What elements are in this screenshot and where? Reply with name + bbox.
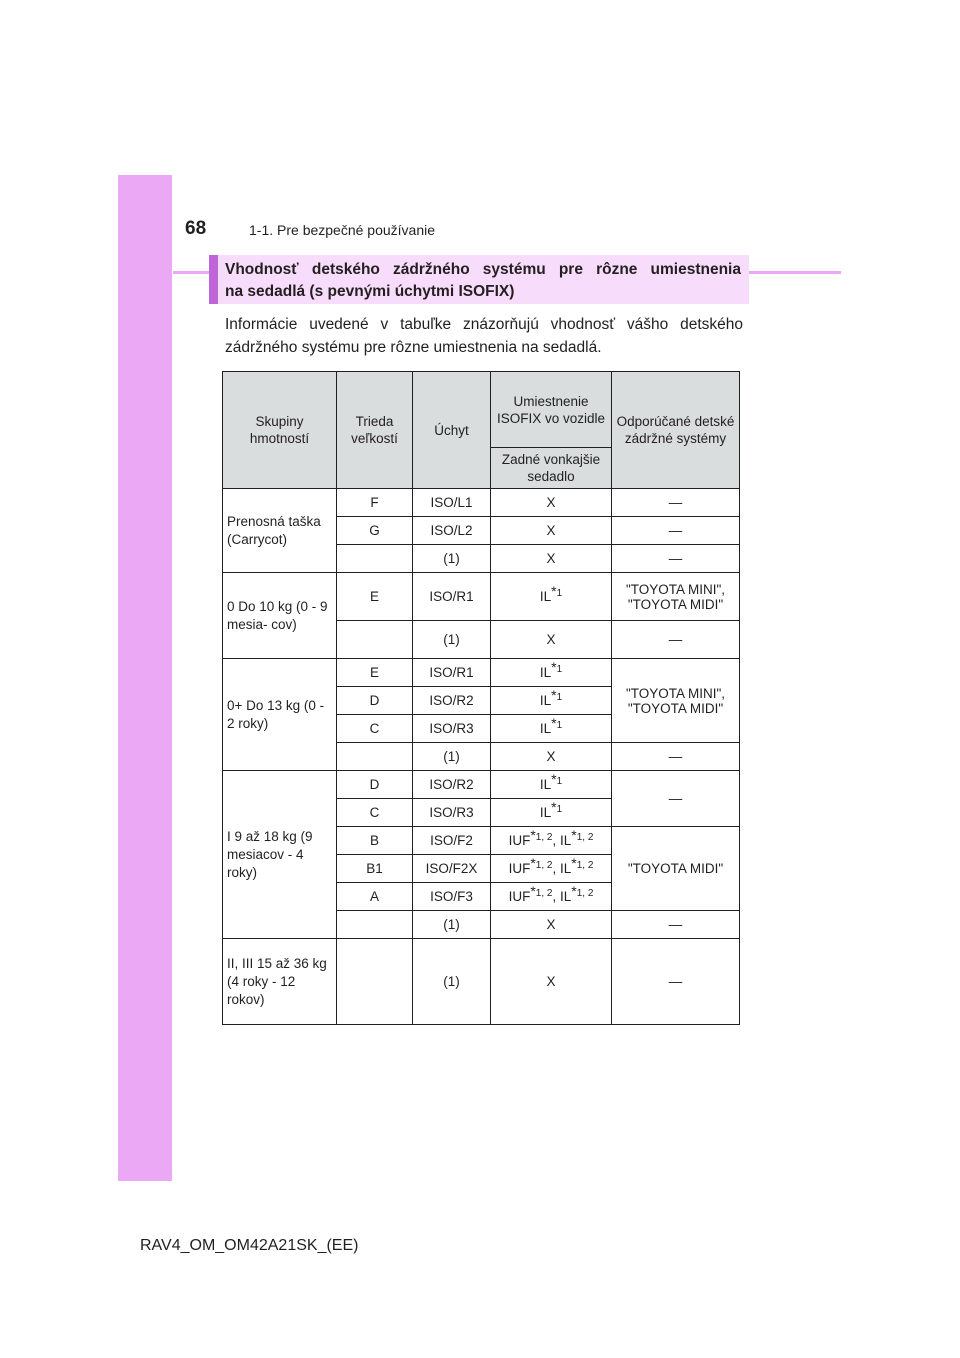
star-mark: * [551, 658, 557, 675]
il-label: IL [539, 665, 552, 680]
footnote-mark [551, 798, 563, 815]
recommended-line: "TOYOTA MIDI" [627, 596, 724, 612]
suitability-cell: X [491, 489, 612, 517]
recommended-cell: — [612, 939, 740, 1025]
size-class-cell: A [337, 883, 413, 911]
fixture-cell: ISO/R2 [413, 687, 491, 715]
footnote-number: 1 [556, 719, 563, 731]
size-class-cell [337, 939, 413, 1025]
recommended-cell [612, 573, 740, 621]
suitability-cell [491, 573, 612, 621]
suitability-cell [491, 715, 612, 743]
footnote-number: 1, 2 [576, 831, 594, 843]
star-mark: * [530, 854, 536, 871]
size-class-cell [337, 621, 413, 659]
size-class-cell: B [337, 827, 413, 855]
star-mark: * [530, 882, 536, 899]
footnote-mark [571, 882, 594, 899]
footnote-number: 1, 2 [576, 859, 594, 871]
suitability-cell [491, 883, 612, 911]
fixture-cell: ISO/R2 [413, 771, 491, 799]
recommended-cell: — [612, 489, 740, 517]
header-recommended: Odporúčané detské zádržné systémy [612, 372, 740, 489]
header-rear-outboard-seat: Zadné vonkajšie sedadlo [491, 448, 612, 489]
isofix-table-wrap [222, 371, 739, 1025]
header-isofix-position: Umiestnenie ISOFIX vo vozidle [491, 372, 612, 448]
footnote-number: 1 [556, 803, 563, 815]
fixture-cell: (1) [413, 545, 491, 573]
group-cell: I 9 až 18 kg (9 mesiacov - 4 roky) [223, 771, 337, 939]
size-class-cell: D [337, 771, 413, 799]
recommended-cell: — [612, 545, 740, 573]
fixture-cell: ISO/R1 [413, 573, 491, 621]
footnote-number: 1 [556, 775, 563, 787]
size-class-cell [337, 743, 413, 771]
star-mark: * [551, 770, 557, 787]
recommended-line: "TOYOTA MINI", [625, 685, 726, 701]
size-class-cell: E [337, 573, 413, 621]
star-mark: * [571, 826, 577, 843]
footnote-mark [551, 658, 563, 675]
recommended-cell [612, 659, 740, 743]
separator: , [552, 833, 560, 848]
footnote-number: 1, 2 [535, 859, 553, 871]
page-number: 68 [185, 218, 207, 239]
fixture-cell: ISO/R3 [413, 715, 491, 743]
star-mark: * [530, 826, 536, 843]
star-mark: * [571, 854, 577, 871]
il-label: IL [539, 589, 552, 604]
star-mark: * [571, 882, 577, 899]
star-mark: * [551, 798, 557, 815]
suitability-cell: X [491, 621, 612, 659]
fixture-cell: (1) [413, 621, 491, 659]
intro-line: Informácie uvedené v tabuľke znázorňujú vhodnosť vášho detského [225, 316, 743, 333]
footnote-mark [530, 882, 553, 899]
suitability-cell [491, 687, 612, 715]
iuf-label: IUF [508, 833, 531, 848]
footnote-number: 1 [556, 587, 563, 599]
fixture-cell: (1) [413, 911, 491, 939]
group-cell: 0+ Do 13 kg (0 - 2 roky) [223, 659, 337, 771]
fixture-cell: (1) [413, 939, 491, 1025]
size-class-cell: C [337, 715, 413, 743]
recommended-cell: — [612, 771, 740, 827]
size-class-cell: C [337, 799, 413, 827]
il-label: IL [539, 805, 552, 820]
footnote-number: 1 [556, 691, 563, 703]
recommended-cell: — [612, 621, 740, 659]
il-label: IL [539, 721, 552, 736]
intro-paragraph [225, 313, 743, 359]
recommended-cell: "TOYOTA MIDI" [612, 827, 740, 911]
heading-accent [209, 255, 218, 304]
footnote-number: 1, 2 [535, 887, 553, 899]
footnote-mark [571, 854, 594, 871]
iuf-label: IUF [508, 889, 531, 904]
footnote-mark [530, 826, 553, 843]
size-class-cell: F [337, 489, 413, 517]
il-label: IL [560, 833, 572, 848]
recommended-line: "TOYOTA MINI", [625, 581, 726, 597]
footnote-mark [551, 582, 563, 599]
heading-line: Vhodnosť detského zádržného systému pre rôzne umiestnenia [225, 261, 741, 278]
separator: , [552, 861, 560, 876]
footnote-number: 1 [556, 663, 563, 675]
recommended-cell: — [612, 517, 740, 545]
suitability-cell [491, 855, 612, 883]
star-mark: * [551, 686, 557, 703]
recommended-cell: — [612, 743, 740, 771]
group-cell: Prenosná taška (Carrycot) [223, 489, 337, 573]
size-class-cell: G [337, 517, 413, 545]
group-cell: 0 Do 10 kg (0 - 9 mesia- cov) [223, 573, 337, 659]
chapter-side-bar [118, 175, 172, 1181]
suitability-cell [491, 799, 612, 827]
group-cell: II, III 15 až 36 kg (4 roky - 12 rokov) [223, 939, 337, 1025]
fixture-cell: ISO/R3 [413, 799, 491, 827]
fixture-cell: ISO/L1 [413, 489, 491, 517]
suitability-cell [491, 827, 612, 855]
size-class-cell: B1 [337, 855, 413, 883]
isofix-suitability-table [222, 371, 740, 1025]
footnote-mark [530, 854, 553, 871]
suitability-cell [491, 659, 612, 687]
footnote-mark [551, 714, 563, 731]
fixture-cell: ISO/F2X [413, 855, 491, 883]
fixture-cell: (1) [413, 743, 491, 771]
heading-line: na sedadlá (s pevnými úchytmi ISOFIX) [225, 283, 515, 300]
suitability-cell [491, 771, 612, 799]
il-label: IL [539, 777, 552, 792]
suitability-cell: X [491, 939, 612, 1025]
suitability-cell: X [491, 911, 612, 939]
recommended-cell: — [612, 911, 740, 939]
fixture-cell: ISO/F2 [413, 827, 491, 855]
footnote-number: 1, 2 [535, 831, 553, 843]
intro-line: zádržného systému pre rôzne umiestnenia na sedadlá. [225, 339, 602, 356]
header-fixture: Úchyt [413, 372, 491, 489]
separator: , [552, 889, 560, 904]
suitability-cell: X [491, 545, 612, 573]
il-label: IL [539, 693, 552, 708]
star-mark: * [551, 714, 557, 731]
fixture-cell: ISO/L2 [413, 517, 491, 545]
fixture-cell: ISO/F3 [413, 883, 491, 911]
footnote-mark [551, 770, 563, 787]
size-class-cell [337, 911, 413, 939]
heading-box [209, 255, 749, 304]
header-group: Skupiny hmotností [223, 372, 337, 489]
iuf-label: IUF [508, 861, 531, 876]
header-size-class: Trieda veľkostí [337, 372, 413, 489]
document-id: RAV4_OM_OM42A21SK_(EE) [140, 1237, 359, 1254]
suitability-cell: X [491, 517, 612, 545]
size-class-cell [337, 545, 413, 573]
il-label: IL [560, 861, 572, 876]
recommended-line: "TOYOTA MIDI" [627, 700, 724, 716]
heading-title [225, 259, 741, 303]
section-title: 1-1. Pre bezpečné používanie [249, 222, 436, 238]
il-label: IL [560, 889, 572, 904]
size-class-cell: E [337, 659, 413, 687]
footnote-number: 1, 2 [576, 887, 594, 899]
fixture-cell: ISO/R1 [413, 659, 491, 687]
footnote-mark [571, 826, 594, 843]
footnote-mark [551, 686, 563, 703]
suitability-cell: X [491, 743, 612, 771]
star-mark: * [551, 582, 557, 599]
size-class-cell: D [337, 687, 413, 715]
